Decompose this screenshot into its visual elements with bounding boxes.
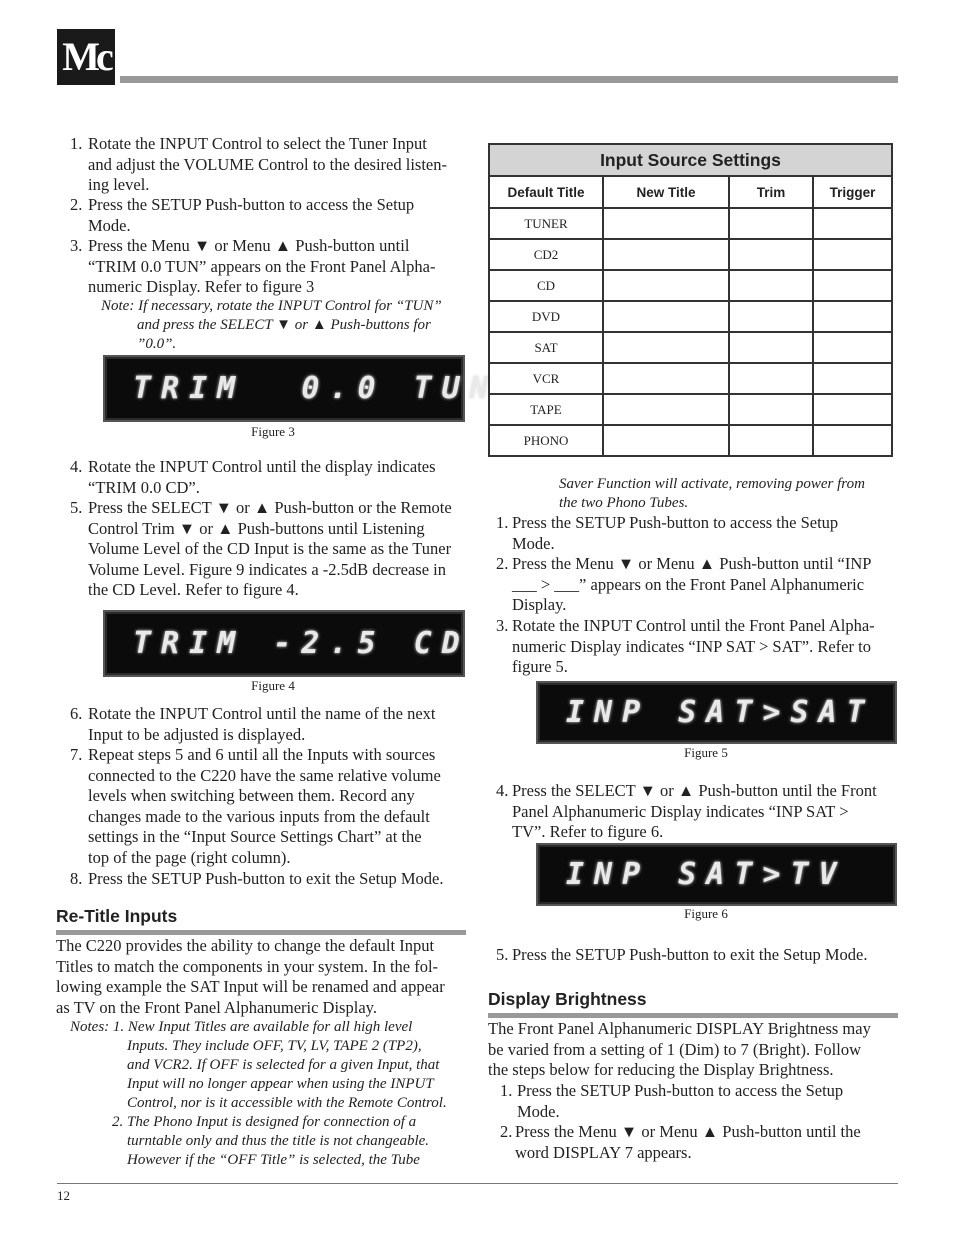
step-item: 1. Rotate the INPUT Control to select the Tuner Input and adjust the VOLUME Control to the desired listen- ing level. xyxy=(70,134,447,195)
table-caption: Input Source Settings xyxy=(489,144,892,176)
page-number: 12 xyxy=(57,1188,70,1203)
figure-6-caption: Figure 6 xyxy=(684,906,728,921)
brightness-rule xyxy=(488,1013,898,1018)
table-row: DVD xyxy=(489,301,892,332)
trim-cell[interactable] xyxy=(729,425,813,456)
col-trigger: Trigger xyxy=(813,176,892,208)
trim-cell[interactable] xyxy=(729,363,813,394)
figure-6-display: INP SAT>TV xyxy=(536,843,897,906)
col-default-title: Default Title xyxy=(489,176,603,208)
input-source-settings-table xyxy=(488,143,893,457)
step-item: 2. Press the SETUP Push-button to access the Setup Mode. xyxy=(70,195,415,235)
step-item: 1. Press the SETUP Push-button to access the Setup Mode. xyxy=(500,1081,844,1121)
right-step-5: 5. Press the SETUP Push-button to exit the Setup Mode. xyxy=(496,945,868,964)
trim-cell[interactable] xyxy=(729,301,813,332)
new-title-cell[interactable] xyxy=(603,239,729,270)
table-row: TUNER xyxy=(489,208,892,239)
retitle-rule xyxy=(56,930,466,935)
trigger-cell[interactable] xyxy=(813,301,892,332)
trigger-cell[interactable] xyxy=(813,394,892,425)
table-row: CD2 xyxy=(489,239,892,270)
retitle-heading: Re-Title Inputs xyxy=(56,906,178,926)
new-title-cell[interactable] xyxy=(603,394,729,425)
new-title-cell[interactable] xyxy=(603,208,729,239)
step-item: 6. Rotate the INPUT Control until the name of the next Input to be adjusted is displayed. xyxy=(70,704,436,744)
figure-3-display: TRIM 0.0 TUN xyxy=(103,355,465,422)
brightness-body: The Front Panel Alphanumeric DISPLAY Brightness may be varied from a setting of 1 (Dim) to 7 (Bright). Follow the steps below for reducing the Display Brightness. xyxy=(488,1019,871,1080)
trigger-cell[interactable] xyxy=(813,332,892,363)
mcintosh-logo: Mc xyxy=(57,29,115,85)
figure-5-caption: Figure 5 xyxy=(684,745,728,760)
step-item: 3. Rotate the INPUT Control until the Front Panel Alpha- numeric Display indicates “INP SAT > SAT”. Refer to figure 5. xyxy=(496,616,875,677)
trigger-cell[interactable] xyxy=(813,425,892,456)
phono-note-continued: Saver Function will activate, removing power from the two Phono Tubes. xyxy=(559,476,865,511)
table-row: TAPE xyxy=(489,394,892,425)
trim-cell[interactable] xyxy=(729,394,813,425)
figure-4-display: TRIM -2.5 CD xyxy=(103,610,465,677)
col-trim: Trim xyxy=(729,176,813,208)
trigger-cell[interactable] xyxy=(813,208,892,239)
step-item: 5. Press the SELECT ▼ or ▲ Push-button or the Remote Control Trim ▼ or ▲ Push-buttons until Listening Volume Level of the CD Input is the same as the Tuner Volume Level. Figure 9 indicates a -2.5dB decrease in the CD Level. Refer to figure 4. xyxy=(70,498,452,600)
figure-3-caption: Figure 3 xyxy=(251,424,295,439)
step-item: 1. Press the SETUP Push-button to access the Setup Mode. xyxy=(496,513,839,553)
retitle-body: The C220 provides the ability to change the default Input Titles to match the components in your system. In the fol- lowing example the SAT Input will be renamed and appear as TV on the Front Panel Alphanumeric Display. xyxy=(56,936,445,1017)
step-item: 4. Rotate the INPUT Control until the display indicates “TRIM 0.0 CD”. xyxy=(70,457,436,497)
trim-cell[interactable] xyxy=(729,239,813,270)
new-title-cell[interactable] xyxy=(603,270,729,301)
footer-rule xyxy=(57,1183,898,1184)
trim-cell[interactable] xyxy=(729,332,813,363)
header-rule xyxy=(120,76,898,83)
figure-4-caption: Figure 4 xyxy=(251,678,295,693)
table-row: SAT xyxy=(489,332,892,363)
retitle-notes: Notes: 1. New Input Titles are available for all high level Inputs. They include OFF, TV, LV, TAPE 2 (TP2), and VCR2. If OFF is selected for a given Input, that Input will no longer appear when using the INPUT Control, nor is it accessible with the Remote Control. 2. The Phono Input is designed for connection of a turntable only and thus the title is not changeable. However if the “OFF Title” is selected, the Tube xyxy=(70,1019,447,1168)
trim-cell[interactable] xyxy=(729,270,813,301)
new-title-cell[interactable] xyxy=(603,425,729,456)
new-title-cell[interactable] xyxy=(603,363,729,394)
col-new-title: New Title xyxy=(603,176,729,208)
step-item: 2. Press the Menu ▼ or Menu ▲ Push-button until the word DISPLAY 7 appears. xyxy=(500,1122,861,1162)
trim-cell[interactable] xyxy=(729,208,813,239)
table-row: VCR xyxy=(489,363,892,394)
new-title-cell[interactable] xyxy=(603,332,729,363)
step-item: 7. Repeat steps 5 and 6 until all the Inputs with sources connected to the C220 have the same relative volume levels when switching between them. Record any changes made to the various inputs from the default settings in the “Input Source Settings Chart” at the top of the page (right column). xyxy=(70,745,441,867)
trigger-cell[interactable] xyxy=(813,270,892,301)
brightness-heading: Display Brightness xyxy=(488,989,647,1009)
right-step-4: 4. Press the SELECT ▼ or ▲ Push-button until the Front Panel Alphanumeric Display indicates “INP SAT > TV”. Refer to figure 6. xyxy=(496,781,877,842)
figure-5-display: INP SAT>SAT xyxy=(536,681,897,744)
step-item: 8. Press the SETUP Push-button to exit the Setup Mode. xyxy=(70,869,444,888)
trigger-cell[interactable] xyxy=(813,239,892,270)
step-item: 3. Press the Menu ▼ or Menu ▲ Push-button until “TRIM 0.0 TUN” appears on the Front Panel Alpha- numeric Display. Refer to figure 3 xyxy=(70,236,436,297)
trigger-cell[interactable] xyxy=(813,363,892,394)
table-row: CD xyxy=(489,270,892,301)
note-trim: Note: If necessary, rotate the INPUT Control for “TUN” and press the SELECT ▼ or ▲ Push-buttons for ”0.0”. xyxy=(101,298,442,352)
step-item: 2. Press the Menu ▼ or Menu ▲ Push-button until “INP ___ > ___” appears on the Front Panel Alphanumeric Display. xyxy=(496,554,872,615)
table-row: PHONO xyxy=(489,425,892,456)
new-title-cell[interactable] xyxy=(603,301,729,332)
